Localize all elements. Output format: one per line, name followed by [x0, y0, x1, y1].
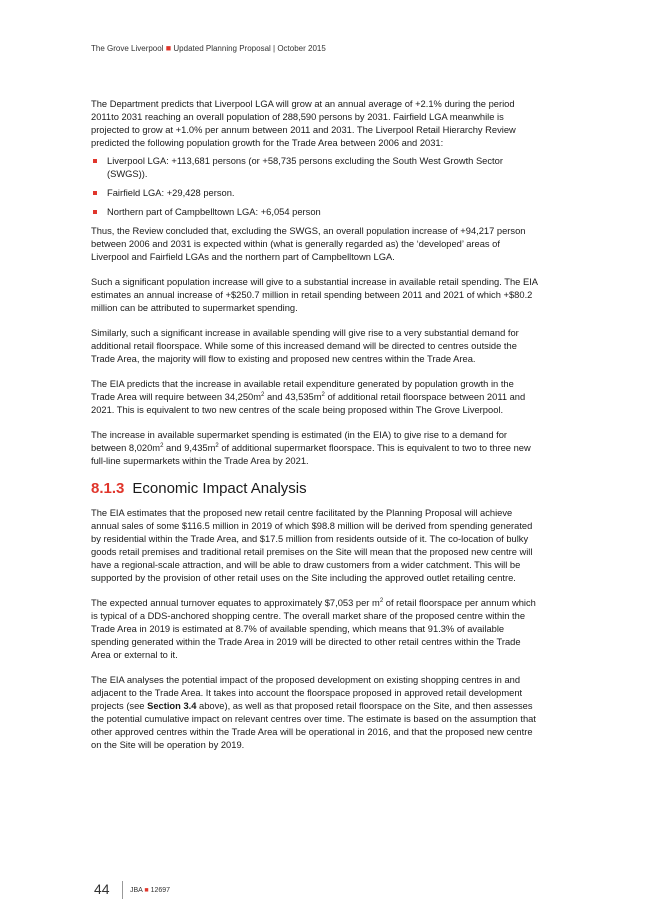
paragraph-turnover	[91, 597, 539, 662]
list-item	[91, 155, 539, 181]
section-heading	[91, 480, 539, 498]
list-item	[91, 206, 539, 219]
section-number: 8.1.3	[91, 480, 125, 497]
paragraph-retail-spending: Such a significant population increase will give to a substantial increase in available retail spending. The EIA estimates an annual increase of +$250.7 million in retail spending between 2011 and 2021 of which +$80.2 million can be attributed to supermarket spending.	[91, 277, 538, 313]
paragraph-population-forecast: The Department predicts that Liverpool LGA will grow at an annual average of +2.1% during the period 2011to 2031 reaching an overall population of 288,590 persons by 2031. Fairfield LGA meanwhile is projected to grow at +1.0% per annum between 2011 and 2031. The Liverpool Retail Hierarchy Review predicted the following population growth for the Trade Area between 2006 and 2031:	[91, 99, 516, 148]
text-run: of retail floorspace per annum which is typical of a DDS-anchored shopping centre. The overall market share of the proposed centre within the Trade Area in 2019 is estimated at 8.7% of available spending, which means that 91.3% of available spending generated within the Trade Area in 2019 will be directed to other retail centres within the Trade Area or external to it.	[91, 598, 536, 660]
list-item	[91, 187, 539, 200]
header-title-suffix: Updated Planning Proposal | October 2015	[173, 44, 326, 53]
superscript: 2	[261, 392, 265, 398]
paragraph-floorspace-demand: Similarly, such a significant increase in available spending will give rise to a very substantial demand for additional retail floorspace. While some of this increased demand will be directed to centres outside the Trade Area, the majority will flow to existing and proposed new centres within the Trade Area.	[91, 328, 519, 364]
text-run: and 9,435m	[163, 443, 216, 453]
text-run: and 43,535m	[264, 392, 322, 402]
paragraph-impact-analysis	[91, 674, 539, 752]
text-run: The expected annual turnover equates to approximately $7,053 per m	[91, 598, 380, 608]
list-item-text: Liverpool LGA: +113,681 persons (or +58,735 persons excluding the South West Growth Sector (SWGS)).	[107, 156, 503, 179]
bullet-square-icon	[93, 210, 97, 214]
page-number: 44	[94, 881, 110, 897]
running-header	[91, 43, 326, 53]
header-title-prefix: The Grove Liverpool	[91, 44, 164, 53]
population-growth-list	[91, 155, 539, 219]
section-reference: Section 3.4	[147, 701, 197, 711]
footer-divider	[122, 881, 123, 899]
footer-separator-icon: ■	[144, 887, 149, 894]
superscript: 2	[160, 443, 164, 449]
header-separator-icon: ■	[165, 43, 172, 53]
superscript: 2	[321, 392, 325, 398]
footer-reference	[130, 887, 170, 894]
list-item-text: Northern part of Campbelltown LGA: +6,054 person	[107, 207, 321, 217]
superscript: 2	[215, 443, 219, 449]
paragraph-supermarket-floorspace	[91, 429, 539, 468]
text-run: above), as well as that proposed retail floorspace on the Site, and then assesses the potential cumulative impact on relevant centres over time. The estimate is based on the assumption that other approved centres within the Trade Area will be operational in 2016, and that the proposed new centre on the Site will be operation by 2019.	[91, 701, 536, 750]
page-body	[91, 98, 539, 764]
text-run: The EIA analyses the potential impact of the proposed development on existing shopping centres in and adjacent to the Trade Area. It takes into account the floorspace proposed in approved retail development projects (see	[91, 675, 523, 711]
paragraph-review-conclusion: Thus, the Review concluded that, excluding the SWGS, an overall population increase of +94,217 person between 2006 and 2031 is expected within (what is generally regarded as) the ‘developed’ areas of Liverpool and Fairfield LGAs and the northern part of Campbelltown LGA.	[91, 226, 526, 262]
list-item-text: Fairfield LGA: +29,428 person.	[107, 188, 235, 198]
text-run: The increase in available supermarket spending is estimated (in the EIA) to give rise to a demand for between 8,020m	[91, 430, 508, 453]
text-run: of additional supermarket floorspace. This is equivalent to two to three new full-line supermarkets within the Trade Area by 2021.	[91, 443, 531, 466]
paragraph-annual-sales: The EIA estimates that the proposed new retail centre facilitated by the Planning Proposal will achieve annual sales of some $116.5 million in 2019 of which $98.8 million will be derived from spending generated by residential within the Trade Area, and $17.5 million from residents outside of it. The co-location of bulky goods retail premises and traditional retail premises on the Site will mean that the proposed new centre will have a regional-scale attraction, and will be able to draw customers from a wider catchment. This will be supported by the provision of other retail uses on the Site including the approved outlet retailing centre.	[91, 508, 533, 583]
section-title: Economic Impact Analysis	[132, 480, 307, 497]
footer-ref-number: 12697	[150, 887, 171, 894]
footer-org: JBA	[130, 887, 143, 894]
superscript: 2	[379, 598, 384, 604]
bullet-square-icon	[93, 191, 97, 195]
text-run: The EIA predicts that the increase in available retail expenditure generated by population growth in the Trade Area will require between 34,250m	[91, 379, 514, 402]
bullet-square-icon	[93, 159, 97, 163]
text-run: of additional retail floorspace between 2011 and 2021. This is equivalent to two new centres of the scale being proposed within The Grove Liverpool.	[91, 392, 526, 415]
paragraph-retail-floorspace-prediction	[91, 378, 539, 417]
